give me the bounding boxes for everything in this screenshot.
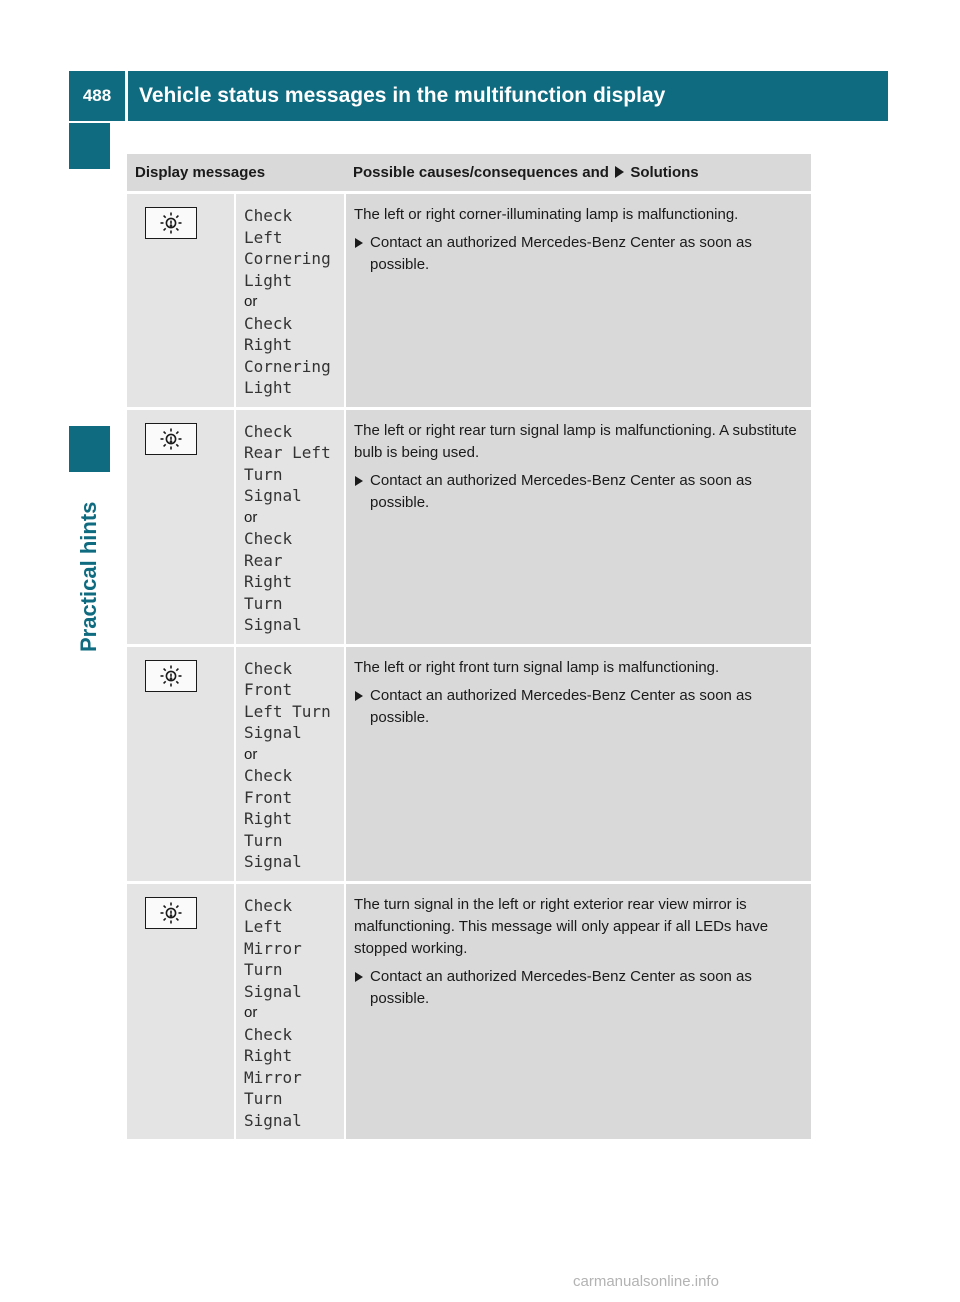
solution-cell bbox=[345, 408, 811, 645]
cause-text: The turn signal in the left or right exterior rear view mirror is malfunctioning. This message will only appear if all LEDs have stopped working. bbox=[354, 895, 769, 957]
arrow-icon bbox=[615, 166, 624, 178]
icon-cell bbox=[127, 882, 235, 1141]
message-line: Signal bbox=[244, 615, 302, 634]
side-tab-block bbox=[69, 426, 110, 472]
header-divider bbox=[125, 71, 128, 121]
message-line: Turn bbox=[244, 830, 283, 850]
message-line: Right bbox=[244, 335, 293, 354]
or-separator: or bbox=[244, 1004, 258, 1021]
message-line: Signal bbox=[244, 981, 302, 1001]
message-line: Left Turn bbox=[244, 701, 331, 721]
cause-text: The left or right corner-illuminating lamp is malfunctioning. bbox=[354, 206, 739, 223]
bulb-warning-icon bbox=[145, 897, 197, 929]
message-line: Turn bbox=[244, 960, 283, 979]
solution-text: Contact an authorized Mercedes-Benz Center as soon as possible. bbox=[354, 470, 805, 514]
message-line: Check bbox=[244, 658, 293, 678]
page-number: 488 bbox=[82, 86, 112, 105]
message-line: Rear bbox=[244, 550, 283, 570]
side-tab-text: Practical hints bbox=[76, 501, 101, 652]
message-line: Signal bbox=[244, 723, 302, 742]
message-line: Turn bbox=[244, 1089, 283, 1108]
message-line: Check bbox=[244, 313, 293, 333]
solution-text: Contact an authorized Mercedes-Benz Center as soon as possible. bbox=[354, 966, 805, 1010]
display-message-cell bbox=[235, 645, 345, 882]
display-message-cell bbox=[235, 882, 345, 1141]
display-message-cell bbox=[235, 193, 345, 409]
message-line: Check bbox=[244, 766, 293, 785]
side-tab-marker bbox=[69, 123, 110, 169]
message-line: Left bbox=[244, 227, 283, 247]
table-row bbox=[127, 193, 811, 409]
solution-text: Contact an authorized Mercedes-Benz Center as soon as possible. bbox=[354, 685, 805, 729]
bulb-warning-icon bbox=[145, 423, 197, 455]
bulb-warning-icon bbox=[145, 660, 197, 692]
message-line: Front bbox=[244, 680, 293, 699]
solution-cell bbox=[345, 882, 811, 1141]
display-message-cell bbox=[235, 408, 345, 645]
table-row bbox=[127, 882, 811, 1141]
solution-cell bbox=[345, 193, 811, 409]
solution-text: Contact an authorized Mercedes-Benz Center as soon as possible. bbox=[354, 232, 805, 276]
message-line: Check bbox=[244, 529, 293, 548]
icon-cell bbox=[127, 193, 235, 409]
message-line: Check bbox=[244, 421, 293, 441]
message-line: Mirror bbox=[244, 938, 302, 958]
message-line: Right bbox=[244, 1046, 293, 1065]
bulb-warning-icon bbox=[145, 207, 197, 239]
message-line: Right bbox=[244, 809, 293, 828]
message-line: Cornering bbox=[244, 249, 331, 268]
or-separator: or bbox=[244, 293, 258, 310]
page-title: Vehicle status messages in the multifunction display bbox=[139, 84, 666, 107]
message-line: Light bbox=[244, 378, 293, 397]
message-line: Rear Left bbox=[244, 443, 331, 462]
icon-cell bbox=[127, 645, 235, 882]
messages-table bbox=[127, 154, 811, 1142]
column-header-solutions: Possible causes/consequences and Solutions bbox=[345, 154, 811, 193]
solution-cell bbox=[345, 645, 811, 882]
message-line: Mirror bbox=[244, 1067, 302, 1087]
message-line: Check bbox=[244, 206, 293, 225]
table-row bbox=[127, 645, 811, 882]
message-line: Right bbox=[244, 572, 293, 591]
message-line: Turn bbox=[244, 464, 283, 484]
message-line: Signal bbox=[244, 1110, 302, 1130]
icon-cell bbox=[127, 408, 235, 645]
page-header bbox=[69, 71, 888, 121]
message-line: Left bbox=[244, 917, 283, 936]
message-line: Signal bbox=[244, 852, 302, 871]
column-header-display-messages: Display messages bbox=[127, 154, 345, 193]
or-separator: or bbox=[244, 508, 258, 526]
watermark: carmanualsonline.info bbox=[573, 1273, 719, 1290]
cause-text: The left or right rear turn signal lamp is malfunctioning. A substitute bulb is being used. bbox=[354, 421, 797, 461]
table-row bbox=[127, 408, 811, 645]
cause-text: The left or right front turn signal lamp is malfunctioning. bbox=[354, 658, 720, 676]
message-line: Light bbox=[244, 270, 293, 290]
message-line: Check bbox=[244, 1024, 293, 1044]
message-line: Front bbox=[244, 787, 293, 807]
message-line: Check bbox=[244, 895, 293, 915]
message-line: Turn bbox=[244, 593, 283, 613]
or-separator: or bbox=[244, 745, 258, 763]
message-line: Signal bbox=[244, 486, 302, 505]
table-header-row bbox=[127, 154, 811, 193]
message-line: Cornering bbox=[244, 356, 331, 376]
